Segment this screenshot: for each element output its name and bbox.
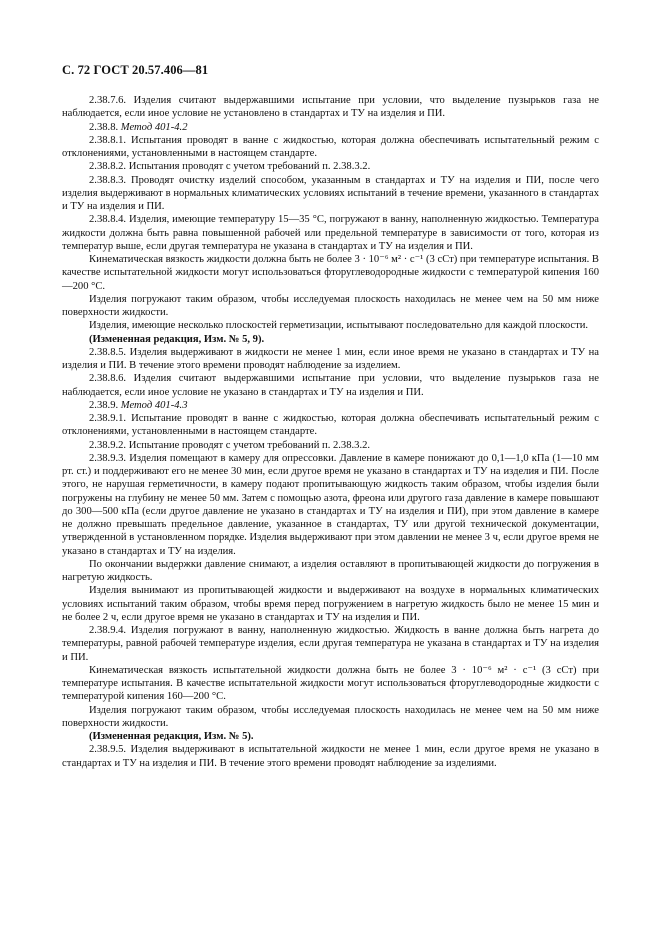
section-number: 2.38.8. (89, 121, 121, 133)
paragraph-2-38-8-3: 2.38.8.3. Проводят очистку изделий способом, указанным в стандартах и ТУ на изделия и ПИ, после чего изделия выдерживают в нормальных климатических условиях испытаний в течение времени, указанного в стандартах и ТУ на изделия и ПИ. (62, 174, 599, 212)
paragraph-viscosity-1: Кинематическая вязкость жидкости должна быть не более 3 · 10⁻⁶ м² · с⁻¹ (3 сСт) при температуре испытания. В качестве испытательной жидкости могут использоваться фторуглеводородные жидкости с температурой кипения 160—200 °С. (62, 254, 599, 292)
paragraph-2-38-8-2: 2.38.8.2. Испытания проводят с учетом требований п. 2.38.3.2. (89, 161, 371, 173)
paragraph-2-38-9-5: 2.38.9.5. Изделия выдерживают в испытательной жидкости не менее 1 мин, если другое время не указано в стандартах и ТУ на изделия и ПИ. В течение этого времени проводят наблюдение за изделиями. (62, 744, 599, 769)
section-2-38-8 (62, 121, 599, 134)
revision-note-1: (Измененная редакция, Изм. № 5, 9). (89, 333, 265, 345)
paragraph-2-38-9-4: 2.38.9.4. Изделия погружают в ванну, наполненную жидкостью. Жидкость в ванне должна быть нагрета до температуры, равной рабочей температуре изделия, если другая температура не указана в стандартах и ТУ на изделия и ПИ. (62, 625, 599, 663)
paragraph-multiple-planes: Изделия, имеющие несколько плоскостей герметизации, испытывают последовательно для каждой плоскости. (89, 320, 589, 332)
paragraph-2-38-8-1: 2.38.8.1. Испытания проводят в ванне с жидкостью, которая должна обеспечивать испытательный режим с отклонениями, установленными в настоящем стандарте. (62, 134, 599, 159)
paragraph-immersion-1: Изделия погружают таким образом, чтобы исследуемая плоскость находилась не менее чем на 50 мм ниже поверхности жидкости. (62, 293, 599, 318)
paragraph-immersion-2: Изделия погружают таким образом, чтобы исследуемая плоскость находилась не менее чем на 50 мм ниже поверхности жидкости. (62, 704, 599, 729)
paragraph-pressure-release: По окончании выдержки давление снимают, а изделия оставляют в пропитывающей жидкости до погружения в нагретую жидкость. (62, 558, 599, 583)
paragraph-2-38-9-1: 2.38.9.1. Испытание проводят в ванне с жидкостью, которая должна обеспечивать испытательный режим с отклонениями, установленными в настоящем стандарте. (62, 413, 599, 438)
section-number: 2.38.9. (89, 399, 121, 411)
paragraph-2-38-9-2: 2.38.9.2. Испытание проводят с учетом требований п. 2.38.3.2. (89, 439, 371, 451)
paragraph-2-38-7-6: 2.38.7.6. Изделия считают выдержавшими испытание при условии, что выделение пузырьков газа не наблюдается, если иное условие не установлено в стандартах и ТУ на изделия и ПИ. (62, 95, 599, 120)
paragraph-viscosity-2: Кинематическая вязкость испытательной жидкости должна быть не более 3 · 10⁻⁶ м² · с⁻¹ (3 сСт) при температуре испытания. В качестве испытательной жидкости могут использоваться фторуглеводородные жидкости с температурой кипения 160—200 °С. (62, 664, 599, 703)
paragraph-2-38-8-5: 2.38.8.5. Изделия выдерживают в жидкости не менее 1 мин, если иное время не указано в стандартах и ТУ на изделия и ПИ. В течение этого времени проводят наблюдение за изделием. (62, 346, 599, 371)
paragraph-2-38-8-4: 2.38.8.4. Изделия, имеющие температуру 15—35 °С, погружают в ванну, наполненную жидкостью. Температура жидкости должна быть равна повышенной рабочей или предельной температуре в зависимости от того, которая из температур выше, если другая температура не указана в стандартах и ТУ на изделия и ПИ. (62, 214, 599, 252)
revision-note-2: (Измененная редакция, Изм. № 5). (89, 731, 254, 742)
method-title: Метод 401-4.3 (120, 399, 188, 411)
page-header: С. 72 ГОСТ 20.57.406—81 (62, 63, 209, 77)
paragraph-2-38-9-3: 2.38.9.3. Изделия помещают в камеру для опрессовки. Давление в камере понижают до 0,1—1,0 кПа (1—10 мм рт. ст.) и поддерживают его не менее 30 мин, если другое время не указано в стандартах и ТУ на изделия и ПИ. После этого, не нарушая герметичности, в камеру подают пропитывающую жидкость таким образом, чтобы изделия были погружены на глубину не менее 50 мм. Затем с помощью азота, фреона или другого газа давление в камере повышают до 300—500 кПа (если другое давление не указано в стандартах и ТУ на изделия и ПИ), при этом давление в камере не должно превышать предельное давление, указанное в стандартах, ТУ или другой технической документации, утвержденной в установленном порядке. Изделия выдерживают при этом давлении не менее 3 ч, если другое время не указано в стандартах и ТУ на изделия. (62, 452, 599, 557)
paragraph-air-drying: Изделия вынимают из пропитывающей жидкости и выдерживают на воздухе в нормальных климатических условиях испытаний таким образом, чтобы время перед погружением в нагретую жидкость было не менее 15 мин и не более 2 ч, если другое время не указано в стандартах и ТУ на изделия и ПИ. (62, 585, 599, 623)
method-title: Метод 401-4.2 (120, 121, 188, 133)
document-body (62, 94, 599, 770)
section-2-38-9 (62, 399, 599, 412)
paragraph-2-38-8-6: 2.38.8.6. Изделия считают выдержавшими испытание при условии, что выделение пузырьков газа не наблюдается, если иное условие не указано в стандартах и ТУ на изделия и ПИ. (62, 373, 599, 398)
